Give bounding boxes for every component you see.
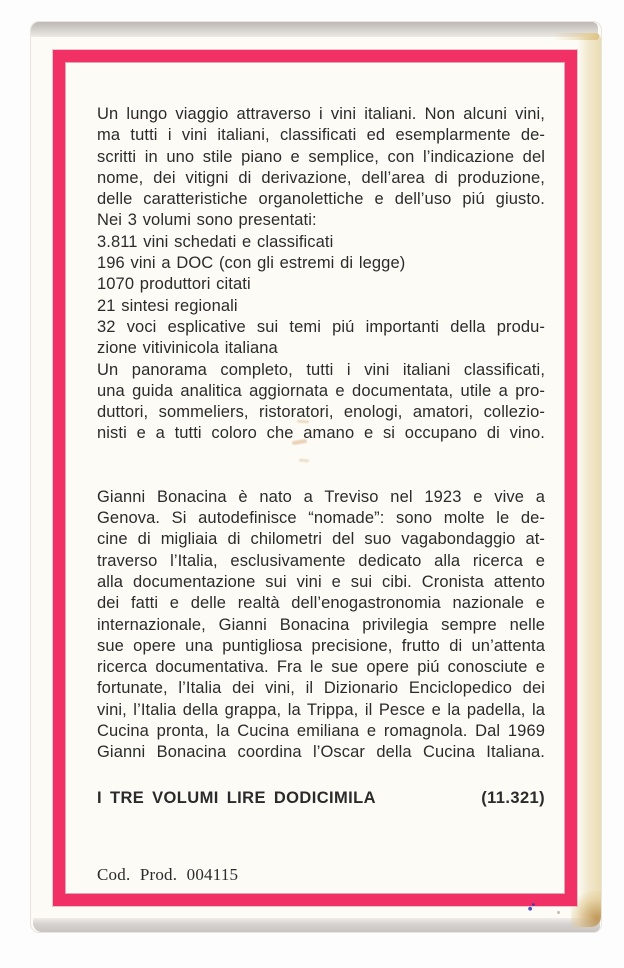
text-line: Un panorama completo, tutti i vini italiani classificati, (97, 360, 545, 379)
pen-mark (526, 902, 537, 912)
text-line: ma tutti i vini italiani, classificati ed esemplarmente de- (97, 126, 545, 145)
text-line: 1070 produttori citati (97, 275, 251, 294)
book-back-cover (31, 22, 601, 932)
text-line: nisti e a tutti coloro che amano e si occupano di vino. (97, 424, 545, 443)
pink-frame (53, 50, 577, 906)
text-line: scritti in uno stile piano e semplice, con l’indicazione del (97, 147, 545, 166)
book-bottom-edge (33, 918, 600, 932)
text-line: 196 vini a DOC (con gli estremi di legge) (97, 254, 406, 273)
price-amount: (11.321) (481, 788, 545, 807)
text-line: nome, dei vitigni di derivazione, dell’area di produzione, (97, 168, 545, 187)
text-line: zione vitivinicola italiana (97, 339, 278, 358)
text-line: 21 sintesi regionali (97, 296, 238, 315)
text-line: Un lungo viaggio attraverso i vini italiani. Non alcuni vini, (97, 105, 545, 123)
biography-paragraph (97, 487, 545, 764)
cover-text-column (97, 104, 545, 885)
text-line: sue opere una puntigliosa precisione, frutto di un’attenta (97, 636, 545, 655)
text-line: vini, l’Italia della grappa, la Trippa, il Pesce e la padella, la (97, 700, 545, 719)
text-line: Gianni Bonacina coordina l’Oscar della Cucina Italiana. (97, 743, 545, 762)
scan-speck (557, 911, 560, 914)
text-line: dei fatti e delle realtà dell’enogastronomia nazionale e (97, 594, 545, 613)
text-line: delle caratteristiche organolettiche e dell’uso piú giusto. (97, 190, 545, 209)
text-line: traverso l’Italia, esclusivamente dedicato alla ricerca e (97, 551, 545, 570)
text-line: Gianni Bonacina è nato a Treviso nel 1923 e vive a (97, 487, 545, 506)
text-line: alla documentazione sui vini e sui cibi. Cronista attento (97, 572, 545, 591)
text-line: ricerca documentativa. Fra le sue opere piú conosciute e (97, 658, 545, 677)
book-right-edge (577, 33, 601, 921)
text-line: fortunate, l’Italia dei vini, il Dizionario Enciclopedico dei (97, 679, 545, 698)
corner-wear-top-right (553, 33, 599, 40)
text-line: duttori, sommeliers, ristoratori, enologi, amatori, collezio- (97, 403, 545, 422)
product-code: Cod. Prod. 004115 (97, 864, 239, 884)
price-label: I TRE VOLUMI LIRE DODICIMILA (97, 788, 376, 807)
description-paragraph (97, 104, 545, 445)
text-line: internazionale, Gianni Bonacina privilegia sempre nelle (97, 615, 545, 634)
text-line: cine di migliaia di chilometri del suo vagabondaggio at- (97, 530, 545, 549)
text-line: Genova. Si autodefinisce “nomade”: sono molte le de- (97, 509, 545, 528)
book-top-edge (31, 22, 598, 37)
frame-inner-area (65, 62, 565, 894)
price-line (97, 788, 545, 809)
text-line: 3.811 vini schedati e classificati (97, 232, 334, 251)
text-line: 32 voci esplicative sui temi piú importanti della produ- (97, 317, 545, 336)
text-line: Cucina pronta, la Cucina emiliana e romagnola. Dal 1969 (97, 722, 545, 741)
text-line: una guida analitica aggiornata e documentata, utile a pro- (97, 381, 545, 400)
text-line: Nei 3 volumi sono presentati: (97, 211, 317, 230)
